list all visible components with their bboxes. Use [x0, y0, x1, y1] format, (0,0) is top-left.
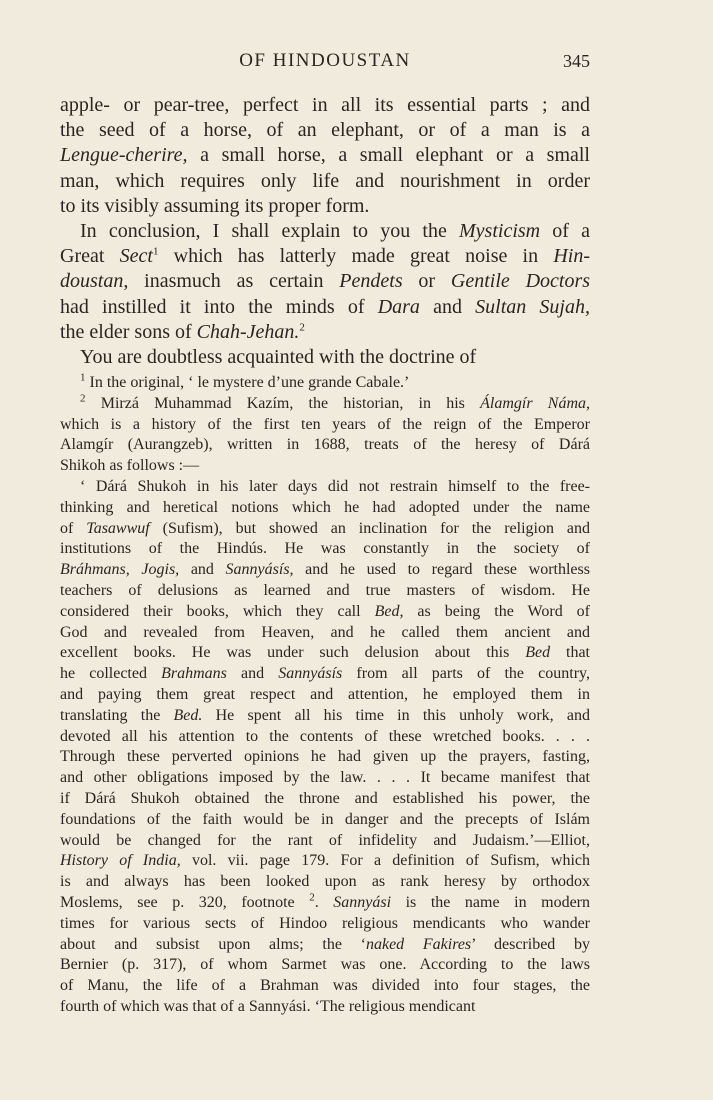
footnotes-text: thinking and heretical notions which he had adopted under the name [60, 498, 590, 516]
footnotes-italic-text: Bráhmans, Jogis, [60, 561, 180, 579]
footnotes-line [60, 519, 590, 540]
main-italic-text: Pendets [339, 270, 403, 293]
main-text: You are doubtless acquainted with the doctrine of [80, 345, 477, 368]
footnotes-line [60, 914, 590, 935]
main-text: In conclusion, I shall explain to you the [80, 219, 460, 242]
footnotes-line [60, 706, 590, 727]
main-italic-text: Sultan Sujah, [475, 295, 590, 318]
main-text: and [419, 295, 476, 318]
main-line [60, 295, 590, 320]
footnote-ref: 2 [299, 321, 305, 334]
main-italic-text: Dara [377, 295, 420, 318]
footnotes-line [60, 435, 590, 456]
footnotes-line [60, 581, 590, 602]
footnotes-italic-text: Bed, [374, 602, 404, 620]
footnotes-text: is and always has been looked upon as rank heresy by orthodox [60, 873, 590, 891]
footnotes-text: Moslems, see p. 320, footnote [60, 893, 310, 911]
footnotes-line [60, 789, 590, 810]
footnotes-text: translating the [60, 706, 174, 724]
footnotes-text: God and revealed from Heaven, and he called them ancient and [60, 623, 590, 641]
footnotes-italic-text: Bed. [173, 706, 203, 724]
footnotes-line [60, 976, 590, 997]
footnotes-text: and [226, 665, 279, 683]
main-text: had instilled it into the minds of [60, 295, 378, 318]
main-italic-text: Hin- [553, 245, 590, 268]
main-text: Great [60, 245, 120, 268]
main-text: of a [540, 219, 590, 242]
footnotes-line [60, 560, 590, 581]
footnotes-text: considered their books, which they call [60, 602, 375, 620]
footnotes-text: as being the Word of [403, 602, 591, 620]
footnotes-line [60, 768, 590, 789]
footnotes-italic-text: Sannyási [333, 893, 392, 911]
footnotes-italic-text: Brahmans [161, 665, 227, 683]
footnotes-line [60, 851, 590, 872]
footnotes-line [60, 955, 590, 976]
footnotes-text: of [60, 519, 87, 537]
footnote-ref: 2 [80, 392, 86, 405]
main-text [60, 93, 590, 370]
main-italic-text: doustan, [60, 270, 129, 293]
footnotes-line [60, 643, 590, 664]
footnotes-line [60, 997, 590, 1018]
footnotes-text: (Sufism), but showed an inclination for the religion and [149, 519, 591, 537]
main-text: apple- or pear-tree, perfect in all its essential parts ; and [60, 94, 590, 116]
main-italic-text: Chah-Jehan. [196, 320, 300, 343]
main-text: which has latterly made great noise in [158, 245, 554, 268]
footnotes-line [60, 394, 590, 415]
footnotes-line [60, 477, 590, 498]
footnotes-text: Mirzá Muhammad Kazím, the historian, in his [85, 394, 481, 412]
footnotes-line [60, 415, 590, 436]
footnotes-text: excellent books. He was under such delusion about this [60, 644, 526, 662]
footnotes-italic-text: Tasawwuf [86, 519, 150, 537]
footnotes-text: about and subsist upon alms; the ‘ [60, 935, 366, 953]
main-line [60, 194, 590, 219]
footnotes-text: that [550, 644, 590, 662]
footnotes-line [60, 727, 590, 748]
main-text: or [402, 270, 451, 293]
footnotes-text: foundations of the faith would be in danger and the precepts of Islám [60, 810, 590, 828]
footnotes-text: He spent all his time in this unholy work, and [202, 706, 590, 724]
footnotes-line [60, 623, 590, 644]
footnotes-italic-text: naked Fakires [365, 935, 472, 953]
footnotes-line [60, 872, 590, 893]
main-text: inasmuch as certain [128, 270, 340, 293]
main-text: to its visibly assuming its proper form. [60, 194, 370, 217]
footnote-ref: 1 [80, 371, 86, 384]
footnotes-text: Alamgír (Aurangzeb), written in 1688, treats of the heresy of Dárá [60, 436, 590, 454]
footnotes-text: which is a history of the first ten years of the reign of the Emperor [60, 415, 590, 433]
main-line [60, 345, 590, 370]
footnotes-italic-text: Sannyásís, [225, 561, 294, 579]
footnotes-text: Through these perverted opinions he had given up the prayers, fasting, [60, 748, 590, 766]
main-text: the elder sons of [60, 320, 197, 343]
main-line [60, 320, 590, 345]
footnotes-text: Bernier (p. 317), of whom Sarmet was one. According to the laws [60, 956, 590, 974]
footnotes-line [60, 747, 590, 768]
footnotes-text: and [179, 561, 226, 579]
footnotes-italic-text: Sannyásís [278, 665, 343, 683]
footnotes-text: and he used to regard these worthless [293, 561, 590, 579]
footnotes-line [60, 373, 590, 394]
main-text: a small horse, a small elephant or a small [187, 144, 590, 167]
footnotes-text: is the name in modern [391, 893, 591, 911]
running-title: OF HINDOUSTAN [239, 50, 411, 71]
footnotes-text: . [314, 893, 334, 911]
main-line [60, 219, 590, 244]
footnotes-text: institutions of the Hindús. He was constantly in the society of [60, 540, 590, 558]
footnotes-italic-text: Álamgír Náma, [480, 394, 591, 412]
footnotes-line [60, 602, 590, 623]
footnotes-text: ‘ Dárá Shukoh in his later days did not restrain himself to the free- [80, 477, 590, 495]
footnotes-text: and other obligations imposed by the law. . . . It became manifest that [60, 769, 590, 787]
main-italic-text: Gentile Doctors [450, 270, 591, 293]
footnotes-text: In the original, ‘ le mystere d’une grande Cabale.’ [85, 374, 410, 391]
running-header [60, 50, 590, 76]
footnotes-text: devoted all his attention to the contents of these wretched books. . . . [60, 727, 590, 745]
footnotes-text: vol. vii. page 179. For a definition of Sufism, which [180, 852, 591, 870]
footnotes [60, 373, 590, 1018]
footnotes-text: Shikoh as follows :— [60, 457, 200, 475]
footnotes-text: of Manu, the life of a Brahman was divided into four stages, the [60, 977, 590, 995]
main-line [60, 93, 590, 118]
main-italic-text: Mysticism [459, 219, 541, 242]
footnotes-italic-text: Bed [525, 644, 551, 662]
main-line [60, 244, 590, 269]
main-line [60, 118, 590, 143]
footnotes-line [60, 539, 590, 560]
footnotes-text: he collected [60, 665, 162, 683]
footnotes-line [60, 893, 590, 914]
footnotes-text: fourth of which was that of a Sannyási. ‘The religious mendicant [60, 997, 476, 1015]
footnote-ref: 2 [309, 891, 315, 904]
footnotes-text: ’ described by [471, 935, 591, 953]
footnotes-line [60, 935, 590, 956]
footnotes-line [60, 456, 590, 477]
main-line [60, 269, 590, 294]
footnotes-text: and paying them great respect and attention, he employed them in [60, 685, 590, 703]
main-italic-text: Lengue-cherire, [60, 144, 188, 167]
page-number: 345 [563, 51, 590, 71]
footnotes-line [60, 831, 590, 852]
footnotes-line [60, 664, 590, 685]
footnotes-italic-text: History of India, [60, 852, 181, 870]
footnote-ref: 1 [152, 245, 159, 258]
footnotes-text: if Dárá Shukoh obtained the throne and established his power, the [60, 789, 590, 807]
main-text: man, which requires only life and nourishment in order [60, 169, 590, 192]
main-line [60, 169, 590, 194]
footnotes-line [60, 685, 590, 706]
main-text: the seed of a horse, of an elephant, or of a man is a [60, 119, 590, 142]
footnotes-text: from all parts of the country, [342, 665, 591, 683]
footnotes-text: would be changed for the rant of infidelity and Judaism.’—Elliot, [60, 831, 590, 849]
footnotes-line [60, 810, 590, 831]
footnotes-line [60, 498, 590, 519]
main-line [60, 143, 590, 168]
footnotes-text: times for various sects of Hindoo religious mendicants who wander [60, 914, 590, 932]
footnotes-text: teachers of delusions as learned and true masters of wisdom. He [60, 581, 590, 599]
main-italic-text: Sect [119, 245, 153, 268]
